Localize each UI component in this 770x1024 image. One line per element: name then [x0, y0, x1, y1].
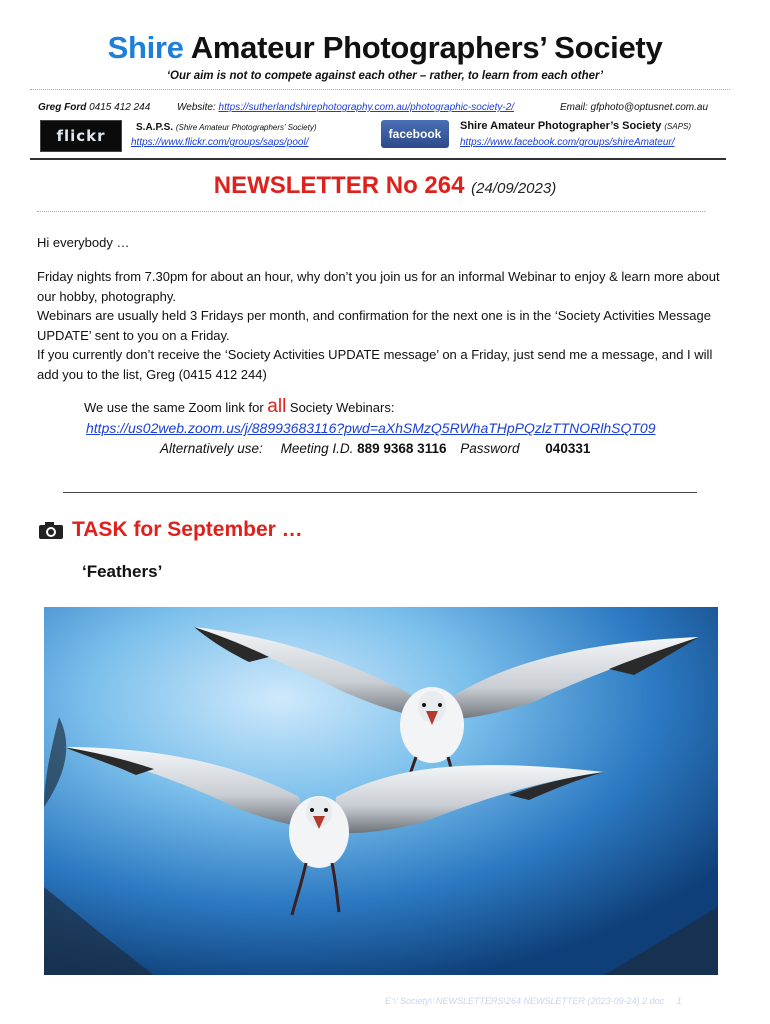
flickr-logo[interactable]: [40, 120, 122, 152]
feathers-photo: [44, 607, 718, 975]
zoom-intro-all: all: [267, 396, 287, 417]
website-line: [177, 102, 514, 113]
footer-page-number: 1: [676, 996, 682, 1006]
newsletter-heading: [0, 172, 770, 200]
contact-name: Greg Ford: [38, 102, 87, 113]
password-value: 040331: [545, 441, 591, 456]
task-subject: ‘Feathers’: [82, 562, 163, 581]
saps-subtitle: (Shire Amateur Photographers’ Society): [175, 123, 317, 132]
newsletter-date: (24/09/2023): [471, 180, 557, 197]
title-divider: [37, 211, 705, 212]
contact-phone: 0415 412 244: [89, 102, 151, 113]
paragraph-1: Friday nights from 7.30pm for about an hour, why don’t you join us for an informal Webinar to enjoy & learn more about our hobby, photography.: [37, 269, 720, 304]
alt-label: Alternatively use:: [160, 441, 263, 456]
email-line: Email: gfphoto@optusnet.com.au: [560, 102, 709, 113]
title-shire: Shire: [107, 30, 184, 65]
task-heading: [38, 518, 303, 542]
contact-line: [38, 102, 150, 113]
camera-icon: [38, 520, 64, 540]
zoom-link[interactable]: https://us02web.zoom.us/j/88993683116?pwd=aXhSMzQ5RWhaTHpPQzlzTTNORlhSQT09: [86, 420, 656, 436]
header-divider: [30, 89, 730, 90]
society-motto: ‘Our aim is not to compete against each other – rather, to learn from each other’: [166, 70, 604, 82]
saps-name: S.A.P.S.: [136, 122, 174, 133]
saps-label: [136, 122, 317, 133]
title-rest: Amateur Photographers’ Society: [183, 30, 663, 65]
meeting-id: 889 9368 3116: [357, 441, 447, 456]
footer-path: E:\’ Society\’ NEWSLETTERS\264 NEWSLETTER (2023-09-24) 2.doc: [385, 996, 665, 1006]
page-footer: [385, 996, 682, 1006]
facebook-logo[interactable]: [381, 120, 449, 148]
section-divider: [63, 492, 697, 493]
password-label: Password: [460, 441, 520, 456]
fb-label: [460, 120, 691, 132]
header-thick-rule: [30, 158, 726, 160]
society-title: [0, 30, 770, 66]
meeting-label: Meeting I.D.: [280, 441, 354, 456]
seagulls-image: [44, 607, 718, 975]
task-title: TASK for September …: [72, 518, 303, 541]
paragraph-3: If you currently don’t receive the ‘Society Activities UPDATE message’ on a Friday, just send me a message, and I will add you to the list, Greg (0415 412 244): [37, 347, 713, 382]
flickr-link[interactable]: https://www.flickr.com/groups/saps/pool/: [131, 137, 309, 148]
fb-name: Shire Amateur Photographer’s Society: [460, 120, 662, 132]
facebook-link[interactable]: https://www.facebook.com/groups/shireAmateur/: [460, 137, 675, 148]
zoom-alt: [160, 441, 590, 456]
greeting: Hi everybody …: [37, 235, 130, 250]
zoom-intro: [84, 396, 394, 418]
paragraph-2: Webinars are usually held 3 Fridays per month, and confirmation for the next one is in the ‘Society Activities Message UPDATE’ sent to you on a Friday.: [37, 308, 711, 343]
fb-subtitle: (SAPS): [664, 122, 692, 131]
website-link[interactable]: https://sutherlandshirephotography.com.au/photographic-society-2/: [218, 102, 515, 113]
facebook-logo-text: facebook: [388, 127, 442, 141]
website-label: Website:: [177, 102, 216, 113]
flickr-logo-text: flickr: [56, 127, 106, 145]
zoom-intro-b: Society Webinars:: [286, 400, 395, 415]
intro-paragraphs: [37, 267, 727, 384]
newsletter-title: NEWSLETTER No 264: [213, 172, 465, 199]
zoom-intro-a: We use the same Zoom link for: [84, 400, 268, 415]
